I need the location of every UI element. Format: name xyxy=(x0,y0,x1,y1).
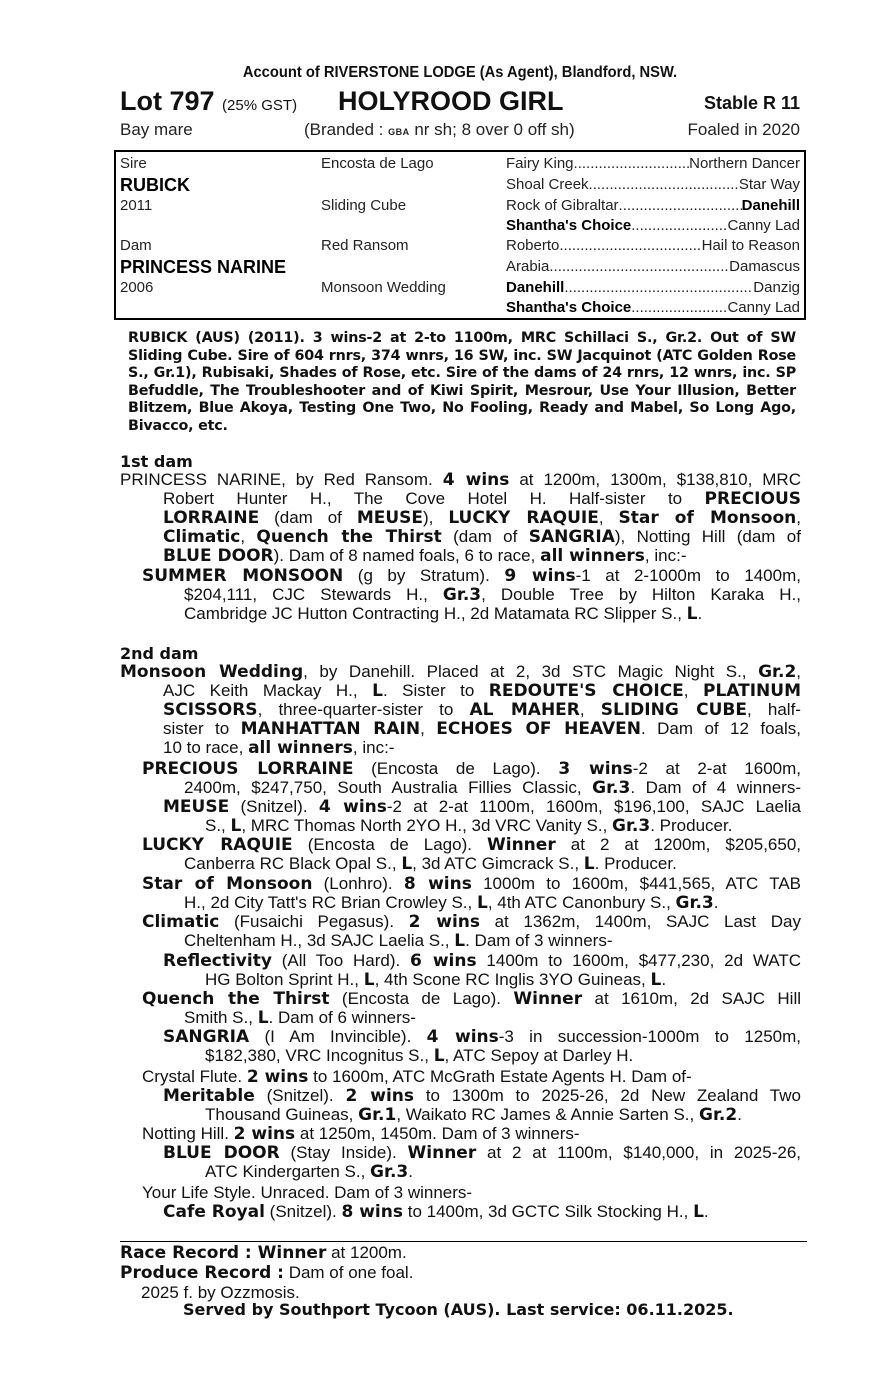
pedigree-text-line: AJC Keith Mackay H., L. Sister to REDOUTE'S CHOICE, PLATINUM xyxy=(163,681,801,701)
pedigree-text-line: MEUSE (Snitzel). 4 wins-2 at 2-at 1100m, 1600m, $196,100, SAJC Laelia xyxy=(163,797,801,817)
pedigree-text-line: BLUE DOOR (Stay Inside). Winner at 2 at 1100m, $140,000, in 2025-26, xyxy=(163,1143,801,1163)
served-by: Served by Southport Tycoon (AUS). Last service: 06.11.2025. xyxy=(183,1300,734,1319)
pedigree-text-line: $182,380, VRC Incognitus S., L, ATC Sepoy at Darley H. xyxy=(205,1046,634,1066)
pedigree-text-line: LUCKY RAQUIE (Encosta de Lago). Winner at 2 at 1200m, $205,650, xyxy=(142,835,801,855)
brand-description: (Branded : GBA nr sh; 8 over 0 off sh) xyxy=(304,120,575,139)
pedigree-g4-row: Shantha's Choice ..... Canny Lad xyxy=(506,299,800,316)
pedigree-g4-row: Roberto ..... Hail to Reason xyxy=(506,237,800,254)
stable-number: Stable R 11 xyxy=(703,93,800,113)
pedigree-text-line: sister to MANHATTAN RAIN, ECHOES OF HEAVEN. Dam of 12 foals, xyxy=(163,719,802,739)
dam-name: PRINCESS NARINE xyxy=(120,257,287,277)
second-dam-heading: 2nd dam xyxy=(120,644,199,663)
sire-label: Sire xyxy=(120,155,147,172)
pedigree-g4-row: Shantha's Choice ..... Canny Lad xyxy=(506,217,800,234)
dam-year: 2006 xyxy=(120,279,154,296)
pedigree-text-line: $204,111, CJC Stewards H., Gr.3, Double Tree by Hilton Karaka H., xyxy=(184,585,801,605)
first-dam-heading: 1st dam xyxy=(120,452,193,471)
sire-name: RUBICK xyxy=(120,175,190,195)
pedigree-text-line: Your Life Style. Unraced. Dam of 3 winners- xyxy=(142,1183,473,1202)
foaled-year: Foaled in 2020 xyxy=(687,120,800,139)
sex-colour: Bay mare xyxy=(120,120,193,139)
produce-foal: 2025 f. by Ozzmosis. xyxy=(141,1283,300,1302)
horse-name: HOLYROOD GIRL xyxy=(338,86,564,116)
dam-dam: Monsoon Wedding xyxy=(321,279,446,296)
pedigree-g4-row: Danehill ..... Danzig xyxy=(506,279,800,296)
pedigree-text-line: Thousand Guineas, Gr.1, Waikato RC James & Annie Sarten S., Gr.2. xyxy=(205,1105,742,1125)
pedigree-text-line: Robert Hunter H., The Cove Hotel H. Half-sister to PRECIOUS xyxy=(163,489,801,509)
pedigree-text-line: Crystal Flute. 2 wins to 1600m, ATC McGrath Estate Agents H. Dam of- xyxy=(142,1067,692,1087)
pedigree-text-line: PRECIOUS LORRAINE (Encosta de Lago). 3 wins-2 at 2-at 1600m, xyxy=(142,759,801,779)
pedigree-text-line: Quench the Thirst (Encosta de Lago). Winner at 1610m, 2d SAJC Hill xyxy=(142,989,802,1009)
sire-sire: Encosta de Lago xyxy=(321,155,434,172)
pedigree-g4-row: Fairy King ..... Northern Dancer xyxy=(506,155,800,172)
pedigree-g4-row: Shoal Creek ..... Star Way xyxy=(506,176,800,193)
pedigree-text-line: ATC Kindergarten S., Gr.3. xyxy=(205,1162,413,1182)
pedigree-text-line: Cambridge JC Hutton Contracting H., 2d Matamata RC Slipper S., L. xyxy=(184,604,703,624)
pedigree-text-line: SANGRIA (I Am Invincible). 4 wins-3 in succession-1000m to 1250m, xyxy=(163,1027,801,1047)
brand-mark: GBA xyxy=(388,127,410,137)
pedigree-text-line: Cheltenham H., 3d SAJC Laelia S., L. Dam of 3 winners- xyxy=(184,931,613,951)
produce-record: Produce Record : Dam of one foal. xyxy=(120,1263,414,1283)
race-record: Race Record : Winner at 1200m. xyxy=(120,1243,407,1263)
pedigree-text-line: Canberra RC Black Opal S., L, 3d ATC Gimcrack S., L. Producer. xyxy=(184,854,677,874)
pedigree-text-line: 2400m, $247,750, South Australia Fillies Classic, Gr.3. Dam of 4 winners- xyxy=(184,778,801,798)
pedigree-text-line: PRINCESS NARINE, by Red Ransom. 4 wins at 1200m, 1300m, $138,810, MRC xyxy=(120,470,801,490)
pedigree-text-line: Notting Hill. 2 wins at 1250m, 1450m. Dam of 3 winners- xyxy=(142,1124,580,1144)
pedigree-text-line: HG Bolton Sprint H., L, 4th Scone RC Inglis 3YO Guineas, L. xyxy=(205,970,667,990)
pedigree-text-line: SUMMER MONSOON (g by Stratum). 9 wins-1 at 2-1000m to 1400m, xyxy=(142,566,801,586)
dam-label: Dam xyxy=(120,237,152,254)
pedigree-text-line: S., L, MRC Thomas North 2YO H., 3d VRC Vanity S., Gr.3. Producer. xyxy=(205,816,733,836)
pedigree-text-line: Climatic (Fusaichi Pegasus). 2 wins at 1362m, 1400m, SAJC Last Day xyxy=(142,912,801,932)
pedigree-text-line: BLUE DOOR). Dam of 8 named foals, 6 to race, all winners, inc:- xyxy=(163,546,687,566)
dam-sire: Red Ransom xyxy=(321,237,409,254)
lot-number: Lot 797 (25% GST) xyxy=(120,86,298,116)
pedigree-text-line: Smith S., L. Dam of 6 winners- xyxy=(184,1008,416,1028)
footer-divider xyxy=(120,1241,807,1242)
pedigree-text-line: Climatic, Quench the Thirst (dam of SANGRIA), Notting Hill (dam of xyxy=(163,527,801,547)
pedigree-text-line: Star of Monsoon (Lonhro). 8 wins 1000m to 1600m, $441,565, ATC TAB xyxy=(142,874,801,894)
pedigree-g4-row: Arabia ..... Damascus xyxy=(506,258,800,275)
pedigree-text-line: H., 2d City Tatt's RC Brian Crowley S., L, 4th ATC Canonbury S., Gr.3. xyxy=(184,893,719,913)
pedigree-text-line: LORRAINE (dam of MEUSE), LUCKY RAQUIE, Star of Monsoon, xyxy=(163,508,801,528)
pedigree-text-line: Meritable (Snitzel). 2 wins to 1300m to 2025-26, 2d New Zealand Two xyxy=(163,1086,801,1106)
pedigree-g4-row: Rock of Gibraltar ..... Danehill xyxy=(506,197,800,214)
pedigree-text-line: 10 to race, all winners, inc:- xyxy=(163,738,395,758)
pedigree-text-line: Monsoon Wedding, by Danehill. Placed at 2, 3d STC Magic Night S., Gr.2, xyxy=(120,662,802,682)
vendor-account: Account of RIVERSTONE LODGE (As Agent), Blandford, NSW. xyxy=(242,64,678,81)
sire-year: 2011 xyxy=(120,197,153,214)
pedigree-text-line: Reflectivity (All Too Hard). 6 wins 1400m to 1600m, $477,230, 2d WATC xyxy=(163,951,801,971)
sire-dam: Sliding Cube xyxy=(321,197,407,214)
pedigree-text-line: SCISSORS, three-quarter-sister to AL MAHER, SLIDING CUBE, half- xyxy=(163,700,801,720)
gst-note: (25% GST) xyxy=(222,97,298,114)
pedigree-text-line: Cafe Royal (Snitzel). 8 wins to 1400m, 3d GCTC Silk Stocking H., L. xyxy=(163,1202,709,1222)
sire-summary: RUBICK (AUS) (2011). 3 wins-2 at 2-to 1100m, MRC Schillaci S., Gr.2. Out of SW Sliding Cube. Sire of 604 rnrs, 374 wnrs, 16 SW, inc. SW Jacquinot (ATC Golden Rose S., Gr.1), Rubisaki, Shades of Rose, etc. Sire of the dams of 24 rnrs, 12 wnrs, inc. SP Befuddle, The Troubleshooter and of Kiwi Spirit, Mesrour, Use Your Illusion, Better Blitzem, Blue Akoya, Testing One Two, No Fooling, Ready and Mabel, So Long Ago, Bivacco, etc. xyxy=(128,330,796,434)
